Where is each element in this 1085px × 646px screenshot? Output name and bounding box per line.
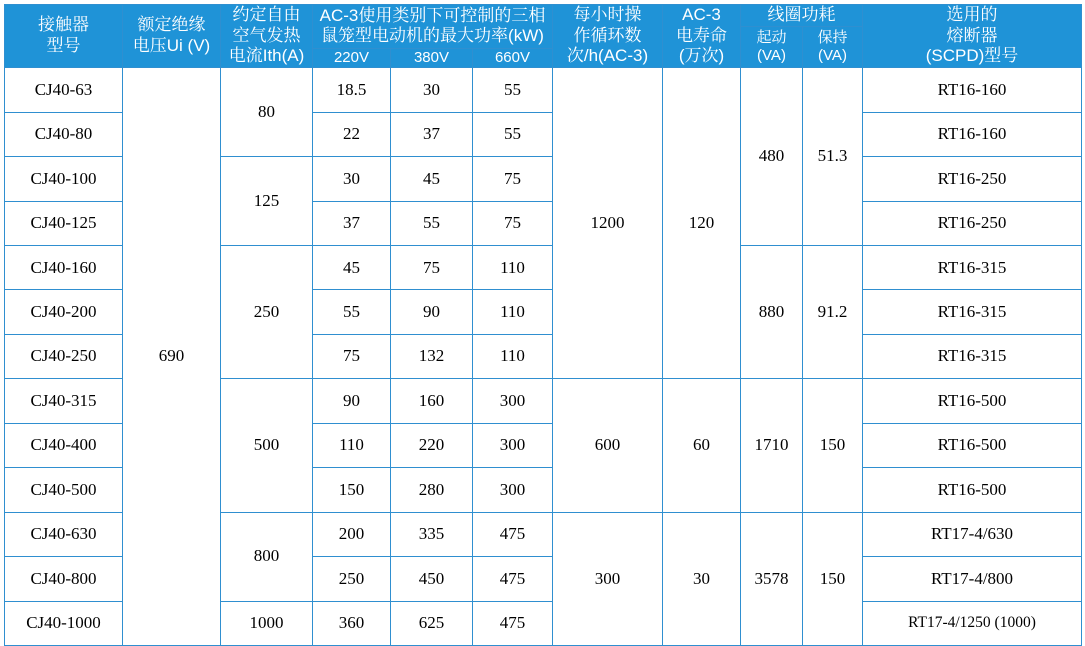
cell-power-380v: 335 — [391, 512, 473, 556]
cell-fuse: RT16-160 — [863, 68, 1082, 112]
table-header — [5, 5, 1082, 68]
cell-fuse: RT16-315 — [863, 290, 1082, 334]
header-fuse-line1: 选用的 — [946, 5, 998, 24]
header-operating-cycles — [553, 5, 663, 68]
cell-fuse: RT16-500 — [863, 379, 1082, 423]
header-max-power-group — [313, 5, 553, 49]
cell-fuse: RT16-250 — [863, 157, 1082, 201]
header-ui-line2: 电压Ui (V) — [132, 36, 211, 56]
cell-model: CJ40-160 — [5, 246, 123, 290]
table-body — [5, 68, 1082, 646]
contactor-spec-table — [4, 4, 1082, 646]
cell-fuse: RT16-315 — [863, 246, 1082, 290]
cell-power-660v: 110 — [473, 334, 553, 378]
cell-power-660v: 300 — [473, 379, 553, 423]
cell-power-220v: 22 — [313, 112, 391, 156]
header-model — [5, 5, 123, 68]
header-coil-consumption-group: 线圈功耗 — [741, 5, 863, 27]
cell-thermal-current: 800 — [221, 512, 313, 601]
cell-model: CJ40-400 — [5, 423, 123, 467]
cell-electrical-life: 30 — [663, 512, 741, 645]
cell-operating-cycles: 300 — [553, 512, 663, 645]
cell-model: CJ40-630 — [5, 512, 123, 556]
cell-power-380v: 30 — [391, 68, 473, 112]
cell-power-380v: 280 — [391, 468, 473, 512]
header-ith-line3: 电流Ith(A) — [228, 46, 305, 66]
header-fuse-line3: (SCPD)型号 — [925, 46, 1019, 66]
cell-power-380v: 132 — [391, 334, 473, 378]
cell-power-660v: 475 — [473, 601, 553, 646]
cell-model: CJ40-125 — [5, 201, 123, 245]
header-electrical-life — [663, 5, 741, 68]
header-power-line2: 鼠笼型电动机的最大功率(kW) — [321, 26, 544, 46]
header-power-line1: AC-3使用类别下可控制的三相 — [319, 5, 546, 25]
cell-power-660v: 110 — [473, 290, 553, 334]
cell-thermal-current: 125 — [221, 157, 313, 246]
header-cycles-line1: 每小时操 — [573, 5, 642, 24]
cell-power-380v: 160 — [391, 379, 473, 423]
header-ith-line2: 空气发热 — [232, 25, 301, 45]
cell-power-220v: 200 — [313, 512, 391, 556]
cell-power-220v: 75 — [313, 334, 391, 378]
header-model-line1: 接触器 — [38, 15, 89, 35]
cell-power-220v: 55 — [313, 290, 391, 334]
cell-model: CJ40-80 — [5, 112, 123, 156]
header-coil-start — [741, 26, 803, 67]
cell-power-220v: 110 — [313, 423, 391, 467]
cell-power-380v: 37 — [391, 112, 473, 156]
cell-fuse: RT16-160 — [863, 112, 1082, 156]
cell-fuse: RT16-315 — [863, 334, 1082, 378]
header-coil-start-line2: (VA) — [757, 46, 786, 64]
cell-fuse: RT16-250 — [863, 201, 1082, 245]
header-power-220v: 220V — [313, 48, 391, 67]
cell-fuse: RT17-4/1250 (1000) — [863, 601, 1082, 646]
cell-power-220v: 360 — [313, 601, 391, 646]
cell-power-660v: 55 — [473, 112, 553, 156]
cell-power-660v: 300 — [473, 423, 553, 467]
cell-coil-start: 480 — [741, 68, 803, 246]
cell-power-660v: 110 — [473, 246, 553, 290]
cell-coil-hold: 150 — [803, 512, 863, 645]
header-fuse — [863, 5, 1082, 68]
header-coil-start-line1: 起动 — [756, 28, 787, 46]
cell-coil-start: 880 — [741, 246, 803, 379]
cell-power-220v: 150 — [313, 468, 391, 512]
cell-coil-start: 1710 — [741, 379, 803, 512]
cell-fuse: RT17-4/800 — [863, 557, 1082, 601]
cell-power-220v: 45 — [313, 246, 391, 290]
header-row-1 — [5, 5, 1082, 27]
header-coil-hold-line1: 保持 — [817, 28, 848, 46]
cell-model: CJ40-100 — [5, 157, 123, 201]
cell-electrical-life: 60 — [663, 379, 741, 512]
header-coil-hold-line2: (VA) — [818, 46, 847, 64]
cell-power-660v: 475 — [473, 557, 553, 601]
cell-electrical-life: 120 — [663, 68, 741, 379]
cell-fuse: RT17-4/630 — [863, 512, 1082, 556]
header-rated-insulation-voltage — [123, 5, 221, 68]
cell-coil-hold: 91.2 — [803, 246, 863, 379]
cell-power-660v: 475 — [473, 512, 553, 556]
header-cycles-line2: 作循环数 — [573, 25, 642, 45]
header-life-line2: 电寿命 — [676, 25, 727, 45]
header-coil-hold — [803, 26, 863, 67]
cell-power-220v: 37 — [313, 201, 391, 245]
cell-model: CJ40-315 — [5, 379, 123, 423]
cell-thermal-current: 250 — [221, 246, 313, 379]
cell-operating-cycles: 600 — [553, 379, 663, 512]
cell-model: CJ40-1000 — [5, 601, 123, 646]
header-power-380v: 380V — [391, 48, 473, 67]
cell-power-380v: 90 — [391, 290, 473, 334]
header-ui-line1: 额定绝缘 — [137, 15, 206, 35]
cell-model: CJ40-250 — [5, 334, 123, 378]
cell-model: CJ40-200 — [5, 290, 123, 334]
header-cycles-line3: 次/h(AC-3) — [566, 46, 649, 66]
header-life-line3: (万次) — [678, 46, 725, 66]
cell-power-660v: 55 — [473, 68, 553, 112]
cell-power-380v: 220 — [391, 423, 473, 467]
cell-thermal-current: 500 — [221, 379, 313, 512]
cell-fuse: RT16-500 — [863, 468, 1082, 512]
cell-operating-cycles: 1200 — [553, 68, 663, 379]
cell-power-380v: 75 — [391, 246, 473, 290]
header-life-line1: AC-3 — [682, 5, 721, 24]
cell-model: CJ40-500 — [5, 468, 123, 512]
cell-model: CJ40-63 — [5, 68, 123, 112]
cell-coil-start: 3578 — [741, 512, 803, 645]
header-model-line2: 型号 — [46, 36, 81, 56]
cell-fuse: RT16-500 — [863, 423, 1082, 467]
cell-coil-hold: 150 — [803, 379, 863, 512]
cell-power-220v: 90 — [313, 379, 391, 423]
cell-rated-insulation-voltage: 690 — [123, 68, 221, 646]
cell-power-220v: 30 — [313, 157, 391, 201]
cell-power-220v: 250 — [313, 557, 391, 601]
cell-power-220v: 18.5 — [313, 68, 391, 112]
cell-power-660v: 300 — [473, 468, 553, 512]
cell-power-380v: 625 — [391, 601, 473, 646]
header-power-660v: 660V — [473, 48, 553, 67]
cell-power-380v: 45 — [391, 157, 473, 201]
header-ith-line1: 约定自由 — [232, 5, 301, 24]
cell-model: CJ40-800 — [5, 557, 123, 601]
cell-coil-hold: 51.3 — [803, 68, 863, 246]
cell-power-660v: 75 — [473, 201, 553, 245]
cell-thermal-current: 1000 — [221, 601, 313, 646]
header-fuse-line2: 熔断器 — [946, 25, 998, 45]
table-row — [5, 68, 1082, 112]
cell-power-380v: 55 — [391, 201, 473, 245]
header-thermal-current — [221, 5, 313, 68]
cell-power-660v: 75 — [473, 157, 553, 201]
cell-power-380v: 450 — [391, 557, 473, 601]
cell-thermal-current: 80 — [221, 68, 313, 157]
